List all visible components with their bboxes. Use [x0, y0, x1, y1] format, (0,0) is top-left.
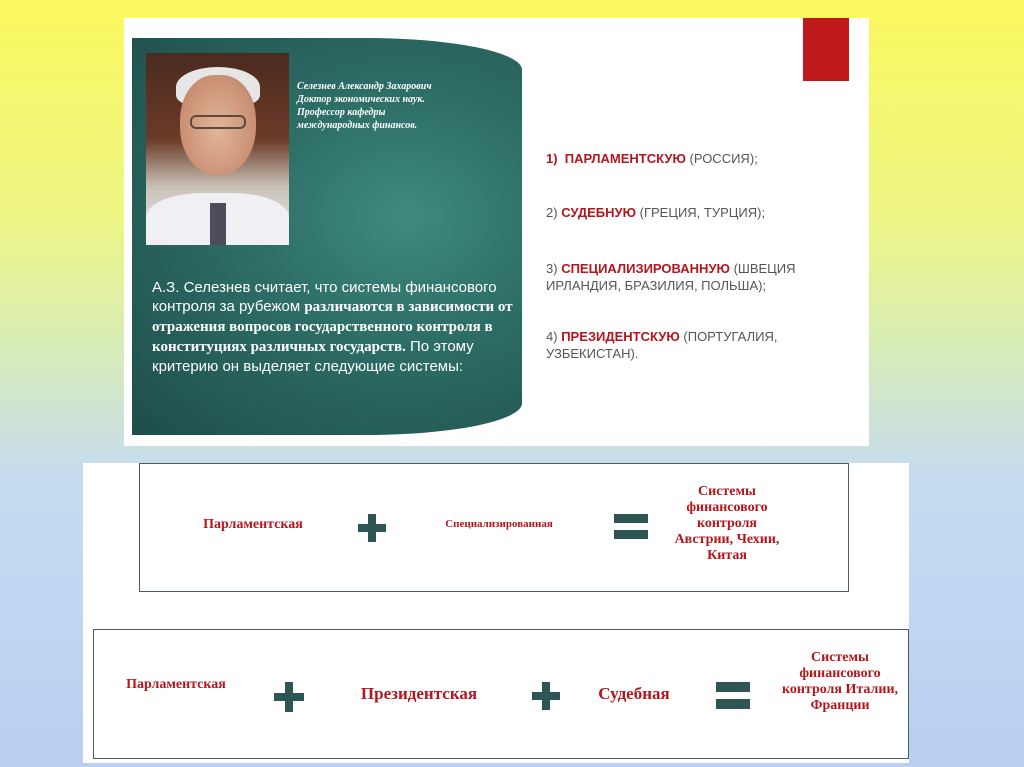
plus-icon	[532, 682, 560, 710]
formula1-result: Системы финансового контроля Австрии, Чехии, Китая	[674, 484, 780, 563]
formula1-term1: Парламентская	[203, 517, 303, 532]
formula2-result: Системы финансового контроля Италии, Франции	[781, 650, 899, 713]
plus-icon	[358, 514, 386, 542]
list-item: 1) ПАРЛАМЕНТСКУЮ (РОССИЯ);	[546, 151, 758, 166]
portrait-caption	[297, 80, 517, 132]
formula2-term3: Судебная	[598, 684, 670, 703]
caption-line: международных финансов.	[297, 120, 418, 131]
equals-icon	[614, 514, 648, 540]
red-accent-tab	[803, 18, 849, 81]
intro-bold: различаются в зависимости от отражения вопросов государственного контроля в конституциях различных государств.	[152, 299, 513, 355]
list-item: 2) СУДЕБНУЮ (ГРЕЦИЯ, ТУРЦИЯ);	[546, 205, 766, 220]
list-item: 3) СПЕЦИАЛИЗИРОВАННУЮ (ШВЕЦИЯ ИРЛАНДИЯ, БРАЗИЛИЯ, ПОЛЬША);	[546, 261, 796, 293]
plus-icon	[274, 682, 304, 712]
caption-line: Доктор экономических наук.	[297, 94, 425, 105]
formula2-term2: Президентская	[360, 684, 478, 703]
caption-line: Селезнев Александр Захарович	[297, 81, 432, 92]
intro-text	[152, 278, 522, 376]
slide-image	[124, 18, 869, 446]
list-item: 4) ПРЕЗИДЕНТСКУЮ (ПОРТУГАЛИЯ, УЗБЕКИСТАН).	[546, 329, 778, 361]
equals-icon	[716, 682, 750, 710]
formula2-term1: Парламентская	[126, 677, 226, 692]
formula1-term2: Специализированная	[445, 518, 553, 530]
intro-before: А.З. Селезнев считает, что системы финансового контроля за рубежом	[152, 279, 497, 315]
formula-box-1	[139, 463, 849, 592]
caption-line: Профессор кафедры	[297, 107, 386, 118]
formula-box-2	[93, 629, 909, 759]
teal-panel	[132, 38, 522, 435]
portrait-photo	[146, 53, 289, 245]
intro-after: По этому критерию он выделяет следующие системы:	[152, 338, 474, 375]
